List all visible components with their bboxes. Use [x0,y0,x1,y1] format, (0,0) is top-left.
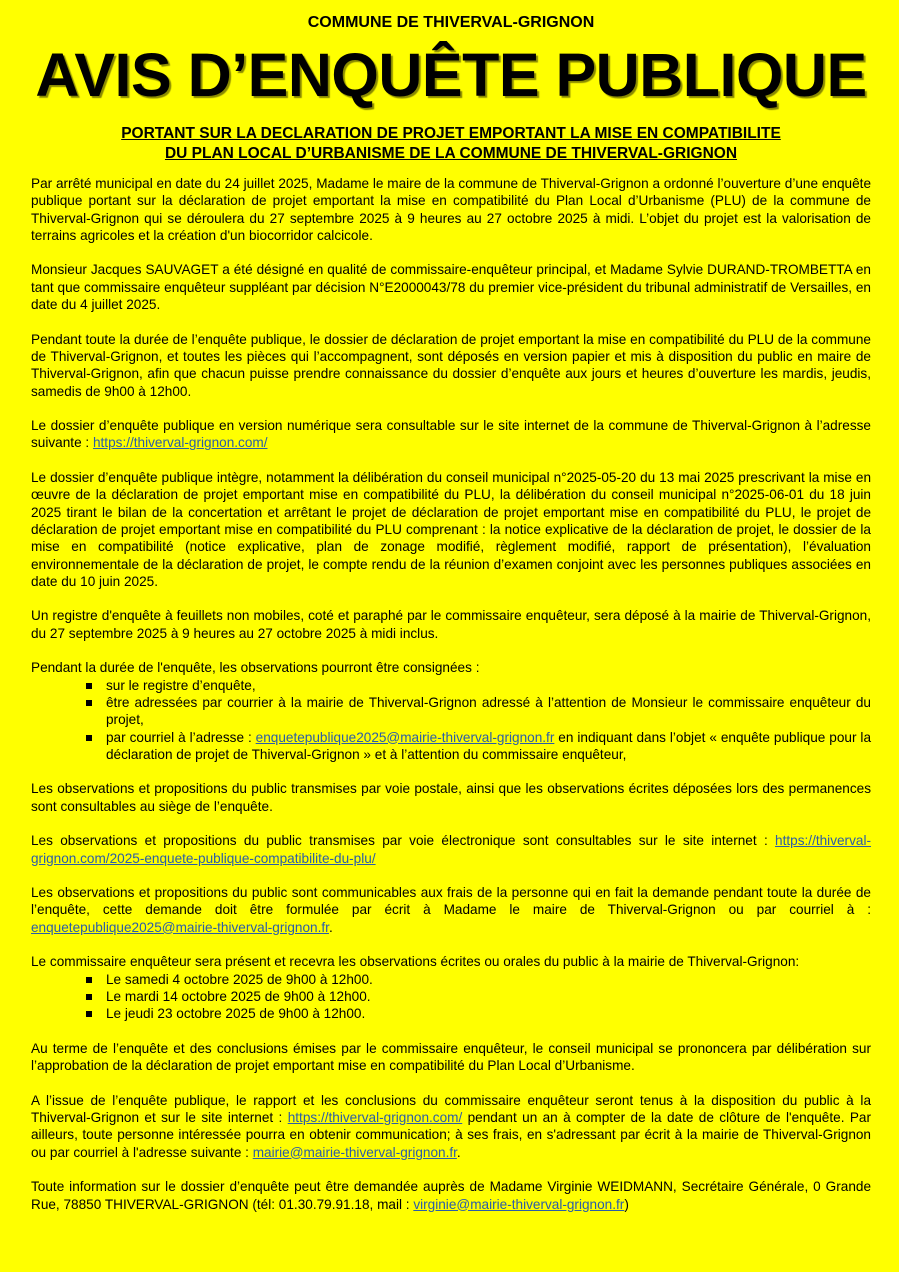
paragraph-registre: Un registre d'enquête à feuillets non mobiles, coté et paraphé par le commissaire enquêteur, sera déposé à la mairie de Thiverval-Grignon, du 27 septembre 2025 à 9 heures au 27 octobre 2025 à midi inclus. [31,608,871,641]
list-item-text: être adressées par courrier à la mairie de Thiverval-Grignon adressé à l’attention de Monsieur le commissaire enquêteur du projet, [106,694,871,728]
observations-list [31,677,871,763]
list-item-text: sur le registre d’enquête, [106,677,256,693]
list-item [106,677,871,694]
paragraph-text: ) [624,1196,629,1212]
square-bullet-icon [86,700,92,706]
enquete-page-link[interactable]: https://thiverval-grignon.com/2025-enquete-publique-compatibilite-du-plu/ [31,833,871,866]
list-item [106,694,871,729]
email-link[interactable]: virginie@mairie-thiverval-grignon.fr [413,1196,625,1212]
square-bullet-icon [86,994,92,1000]
subtitle-line-2: DU PLAN LOCAL D’URBANISME DE LA COMMUNE DE THIVERVAL-GRIGNON [164,145,738,162]
list-item [106,988,871,1005]
paragraph-rapport [31,1092,871,1161]
paragraph-dossier-numerique [31,417,871,452]
website-link[interactable]: https://thiverval-grignon.com/ [287,1110,463,1126]
list-item-text: par courriel à l’adresse : [106,729,256,745]
list-item-text: Le jeudi 23 octobre 2025 de 9h00 à 12h00. [106,1006,366,1022]
paragraph-text: Toute information sur le dossier d’enquête peut être demandée auprès de Madame Virginie WEIDMANN, Secrétaire Générale, 0 Grande Rue, 78850 THIVERVAL-GRIGNON (tél: 01.30.79.91.18, mail : [31,1179,871,1212]
website-link[interactable]: https://thiverval-grignon.com/ [92,435,268,451]
page-title: AVIS D’ENQUÊTE PUBLIQUE [35,41,867,109]
list-item-text: Le samedi 4 octobre 2025 de 9h00 à 12h00. [106,971,373,987]
paragraph-observations-intro: Pendant la durée de l'enquête, les observations pourront être consignées : [31,660,480,676]
paragraph-contenu-dossier: Le dossier d’enquête publique intègre, notamment la délibération du conseil municipal n°2025-05-20 du 13 mai 2025 prescrivant la mise en œuvre de la déclaration de projet emportant mise en compatibilité du PLU, la délibération du conseil municipal n°2025-06-01 du 18 juin 2025 tirant le bilan de la concertation et arrêtant le projet de déclaration de projet emportant mise en compatibilité du PLU, le projet de déclaration de projet emportant mise en compatibilité du PLU comprenant : la notice explicative de la déclaration de projet, le dossier de la mise en compatibilité (notice explicative, plan de zonage modifié, règlement modifié, rapport de présentation), l’évaluation environnementale de la déclaration de projet, le compte rendu de la réunion d’examen conjoint avec les personnes publiques associées en date du 10 juin 2025. [31,470,871,589]
email-link[interactable]: enquetepublique2025@mairie-thiverval-grignon.fr [31,919,329,935]
list-item [106,1005,871,1022]
paragraph-text: . [456,1144,461,1160]
list-item [106,729,871,764]
list-item-text: Le mardi 14 octobre 2025 de 9h00 à 12h00. [106,988,371,1004]
paragraph-text: A l’issue de l’enquête publique, le rapport et les conclusions du commissaire enquêteur seront tenus à la disposition du public à la Thiverval-Grignon et sur le site internet : [31,1092,871,1126]
square-bullet-icon [86,977,92,983]
email-link[interactable]: mairie@mairie-thiverval-grignon.fr [252,1144,457,1160]
paragraph-dossier-papier: Pendant toute la durée de l’enquête publique, le dossier de déclaration de projet emportant la mise en compatibilité du PLU de la commune de Thiverval-Grignon, et toutes les pièces qui l’accompagnent, sont déposés en version papier et mis à disposition du public en maire de Thiverval-Grignon, afin que chacun puisse prendre connaissance du dossier d’enquête aux jours et heures d’ouverture les mardis, jeudis, samedis de 9h00 à 12h00. [31,331,871,399]
paragraph-text: Les observations et propositions du public sont communicables aux frais de la personne qui en fait la demande pendant toute la durée de l’enquête, cette demande doit être formulée par écrit à Madame le maire de Thiverval-Grignon ou par courriel à : [31,885,871,918]
paragraph-contact [31,1178,871,1213]
list-item-text: en indiquant dans l’objet « enquête publique pour la déclaration de projet de Thiverval-Grignon » et à l’attention du commissaire enquêteur, [106,729,871,762]
paragraph-text: Le dossier d’enquête publique en version numérique sera consultable sur le site internet de la commune de Thiverval-Grignon à l’adresse suivante : [31,418,871,451]
paragraph-permanences-intro: Le commissaire enquêteur sera présent et recevra les observations écrites ou orales du public à la mairie de Thiverval-Grignon: [31,954,800,970]
list-item [106,971,871,988]
paragraph-arrete: Par arrêté municipal en date du 24 juillet 2025, Madame le maire de la commune de Thiverval-Grignon a ordonné l’ouverture d’une enquête publique portant sur la déclaration de projet emportant la mise en compatibilité du Plan Local d’Urbanisme (PLU) de la commune de Thiverval-Grignon qui se déroulera du 27 septembre 2025 à 9 heures au 27 octobre 2025 à midi. L’objet du projet est la valorisation de terrains agricoles et la création d'un biocorridor calcicole. [31,176,871,243]
paragraph-text: pendant un an à compter de la date de clôture de l'enquête. Par ailleurs, toute personne intéressée pourra en obtenir communication; à ses frais, en s'adressant par écrit à la mairie de Thiverval-Grignon ou par courriel à l'adresse suivante : [31,1110,872,1160]
subtitle [31,124,871,164]
paragraph-text: . [328,919,333,935]
paragraph-commissaire: Monsieur Jacques SAUVAGET a été désigné en qualité de commissaire-enquêteur principal, et Madame Sylvie DURAND-TROMBETTA en tant que commissaire enquêteur suppléant par décision N°E2000043/78 du premier vice-président du tribunal administratif de Versailles, en date du 4 juillet 2025. [31,262,871,313]
paragraph-observations-electroniques [31,832,871,867]
subtitle-line-1: PORTANT SUR LA DECLARATION DE PROJET EMPORTANT LA MISE EN COMPATIBILITE [121,125,781,142]
paragraph-terme-enquete: Au terme de l’enquête et des conclusions émises par le commissaire enquêteur, le conseil municipal se prononcera par délibération sur l’approbation de la déclaration de projet emportant mise en compatibilité du Plan Local d’Urbanisme. [31,1040,871,1074]
permanences-list [31,971,871,1023]
paragraph-observations-postales: Les observations et propositions du public transmises par voie postale, ainsi que les observations écrites déposées lors des permanences sont consultables au siège de l’enquête. [31,781,871,814]
square-bullet-icon [86,1011,92,1017]
notice-body [31,175,871,1213]
square-bullet-icon [86,735,92,741]
commune-name: COMMUNE DE THIVERVAL-GRIGNON [307,14,595,31]
paragraph-text: Les observations et propositions du public transmises par voie électronique sont consultables sur le site internet : [31,833,776,849]
email-link[interactable]: enquetepublique2025@mairie-thiverval-grignon.fr [255,729,555,745]
paragraph-communicables [31,884,871,936]
square-bullet-icon [86,683,92,689]
